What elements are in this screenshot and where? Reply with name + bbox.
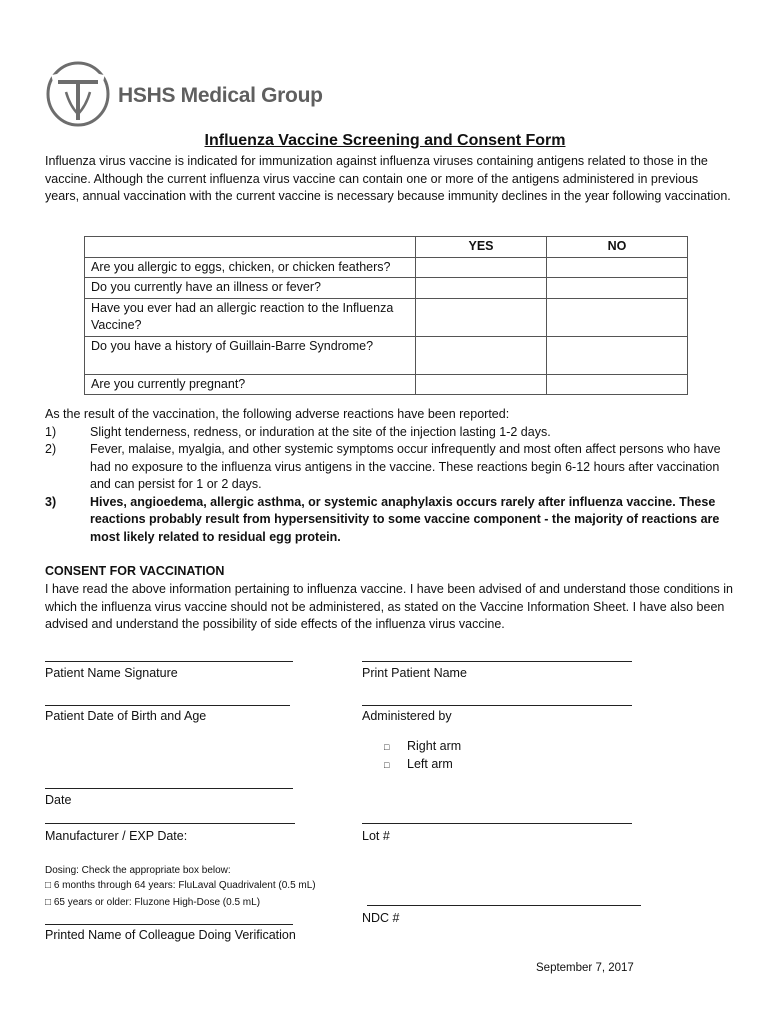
- print-patient-name-label: Print Patient Name: [362, 666, 467, 680]
- reaction-text: Slight tenderness, redness, or induration at the site of the injection lasting 1-2 days.: [90, 424, 551, 439]
- reaction-number: 3): [45, 494, 57, 509]
- table-header-no: NO: [547, 237, 688, 258]
- table-row: [85, 257, 688, 278]
- answer-yes-cell[interactable]: [416, 257, 547, 278]
- answer-no-cell[interactable]: [547, 298, 688, 336]
- answer-yes-cell[interactable]: [416, 374, 547, 395]
- reaction-text: Hives, angioedema, allergic asthma, or systemic anaphylaxis occurs rarely after influenza vaccine. These reactions probably result from hypersensitivity to some vaccine component - the majority of reactions are most likely related to residual egg protein.: [90, 494, 720, 544]
- answer-yes-cell[interactable]: [416, 298, 547, 336]
- answer-no-cell[interactable]: [547, 374, 688, 395]
- screening-table: [84, 236, 688, 395]
- patient-signature-label: Patient Name Signature: [45, 666, 178, 680]
- adverse-reactions: [45, 406, 735, 546]
- reaction-text: Fever, malaise, myalgia, and other systemic symptoms occur infrequently and most often affect persons who have had no exposure to the influenza virus antigens in the vaccine. These reactions begin 6-12 hours after vaccination and can persist for 1 or 2 days.: [90, 442, 721, 491]
- answer-yes-cell[interactable]: [416, 278, 547, 299]
- reaction-item: [45, 494, 735, 547]
- dob-age-label: Patient Date of Birth and Age: [45, 709, 207, 723]
- answer-no-cell[interactable]: [547, 257, 688, 278]
- table-row: [85, 278, 688, 299]
- consent-paragraph: I have read the above information pertaining to influenza vaccine. I have been advised of and understand those conditions in which the influenza virus vaccine should not be administered, as stated on the Vaccine Information Sheet. I have also been advised and understand the possibility of side effects of the influenza virus vaccine.: [45, 582, 733, 631]
- table-header-question: [85, 237, 416, 258]
- printed-name-verification-line[interactable]: [45, 924, 293, 925]
- table-header-yes: YES: [416, 237, 547, 258]
- brand-name: HSHS Medical Group: [118, 84, 323, 107]
- dob-age-line[interactable]: [45, 705, 290, 706]
- dosing-option-1-label: 6 months through 64 years: FluLaval Quadrivalent (0.5 mL): [53, 880, 316, 891]
- table-row: [85, 374, 688, 395]
- manufacturer-exp-label: Manufacturer / EXP Date:: [45, 829, 188, 843]
- right-arm-label: Right arm: [407, 739, 462, 753]
- ndc-line[interactable]: [367, 905, 641, 906]
- left-arm-checkbox[interactable]: □: [384, 760, 390, 770]
- left-arm-label: Left arm: [407, 757, 453, 771]
- reaction-item: [45, 424, 735, 442]
- form-revision-date: September 7, 2017: [536, 962, 634, 974]
- date-label: Date: [45, 793, 72, 807]
- answer-yes-cell[interactable]: [416, 336, 547, 374]
- dosing-option-1-checkbox[interactable]: □: [45, 880, 52, 891]
- lot-label: Lot #: [362, 829, 390, 843]
- dosing-option-1: [45, 878, 316, 893]
- reaction-number: 2): [45, 442, 57, 456]
- consent-heading: CONSENT FOR VACCINATION: [45, 564, 225, 578]
- answer-no-cell[interactable]: [547, 278, 688, 299]
- reactions-intro: As the result of the vaccination, the following adverse reactions have been reported:: [45, 407, 510, 421]
- reaction-number: 1): [45, 424, 57, 439]
- question-eggs: Are you allergic to eggs, chicken, or chicken feathers?: [85, 257, 416, 278]
- printed-name-verification-label: Printed Name of Colleague Doing Verification: [45, 928, 296, 942]
- patient-signature-line[interactable]: [45, 661, 293, 662]
- table-row: [85, 336, 688, 374]
- date-line[interactable]: [45, 788, 293, 789]
- form-title: Influenza Vaccine Screening and Consent Form: [204, 132, 566, 149]
- dosing-option-2: [45, 895, 260, 910]
- dosing-heading: Dosing: Check the appropriate box below:: [45, 865, 231, 876]
- table-row: [85, 298, 688, 336]
- administered-by-label: Administered by: [362, 709, 452, 723]
- dosing-option-2-checkbox[interactable]: □: [45, 897, 52, 908]
- question-pregnant: Are you currently pregnant?: [85, 374, 416, 395]
- intro-paragraph: Influenza virus vaccine is indicated for immunization against influenza viruses containing antigens related to those in the vaccine. Although the current influenza virus vaccine can contain one or more of the antigens administered in previous years, annual vaccination with the current vaccine is necessary because immunity declines in the year following vaccination.: [45, 154, 731, 203]
- hshs-logo-icon: [44, 58, 114, 130]
- manufacturer-exp-line[interactable]: [45, 823, 295, 824]
- administered-by-line[interactable]: [362, 705, 632, 706]
- table-header-row: [85, 237, 688, 258]
- ndc-label: NDC #: [362, 911, 400, 925]
- question-allergic-reaction: Have you ever had an allergic reaction to the Influenza Vaccine?: [85, 298, 416, 336]
- question-guillain-barre: Do you have a history of Guillain-Barre Syndrome?: [85, 336, 416, 374]
- lot-line[interactable]: [362, 823, 632, 824]
- answer-no-cell[interactable]: [547, 336, 688, 374]
- question-illness: Do you currently have an illness or fever?: [85, 278, 416, 299]
- print-patient-name-line[interactable]: [362, 661, 632, 662]
- dosing-option-2-label: 65 years or older: Fluzone High-Dose (0.5 mL): [53, 897, 261, 908]
- right-arm-checkbox[interactable]: □: [384, 742, 390, 752]
- reaction-item: [45, 441, 735, 494]
